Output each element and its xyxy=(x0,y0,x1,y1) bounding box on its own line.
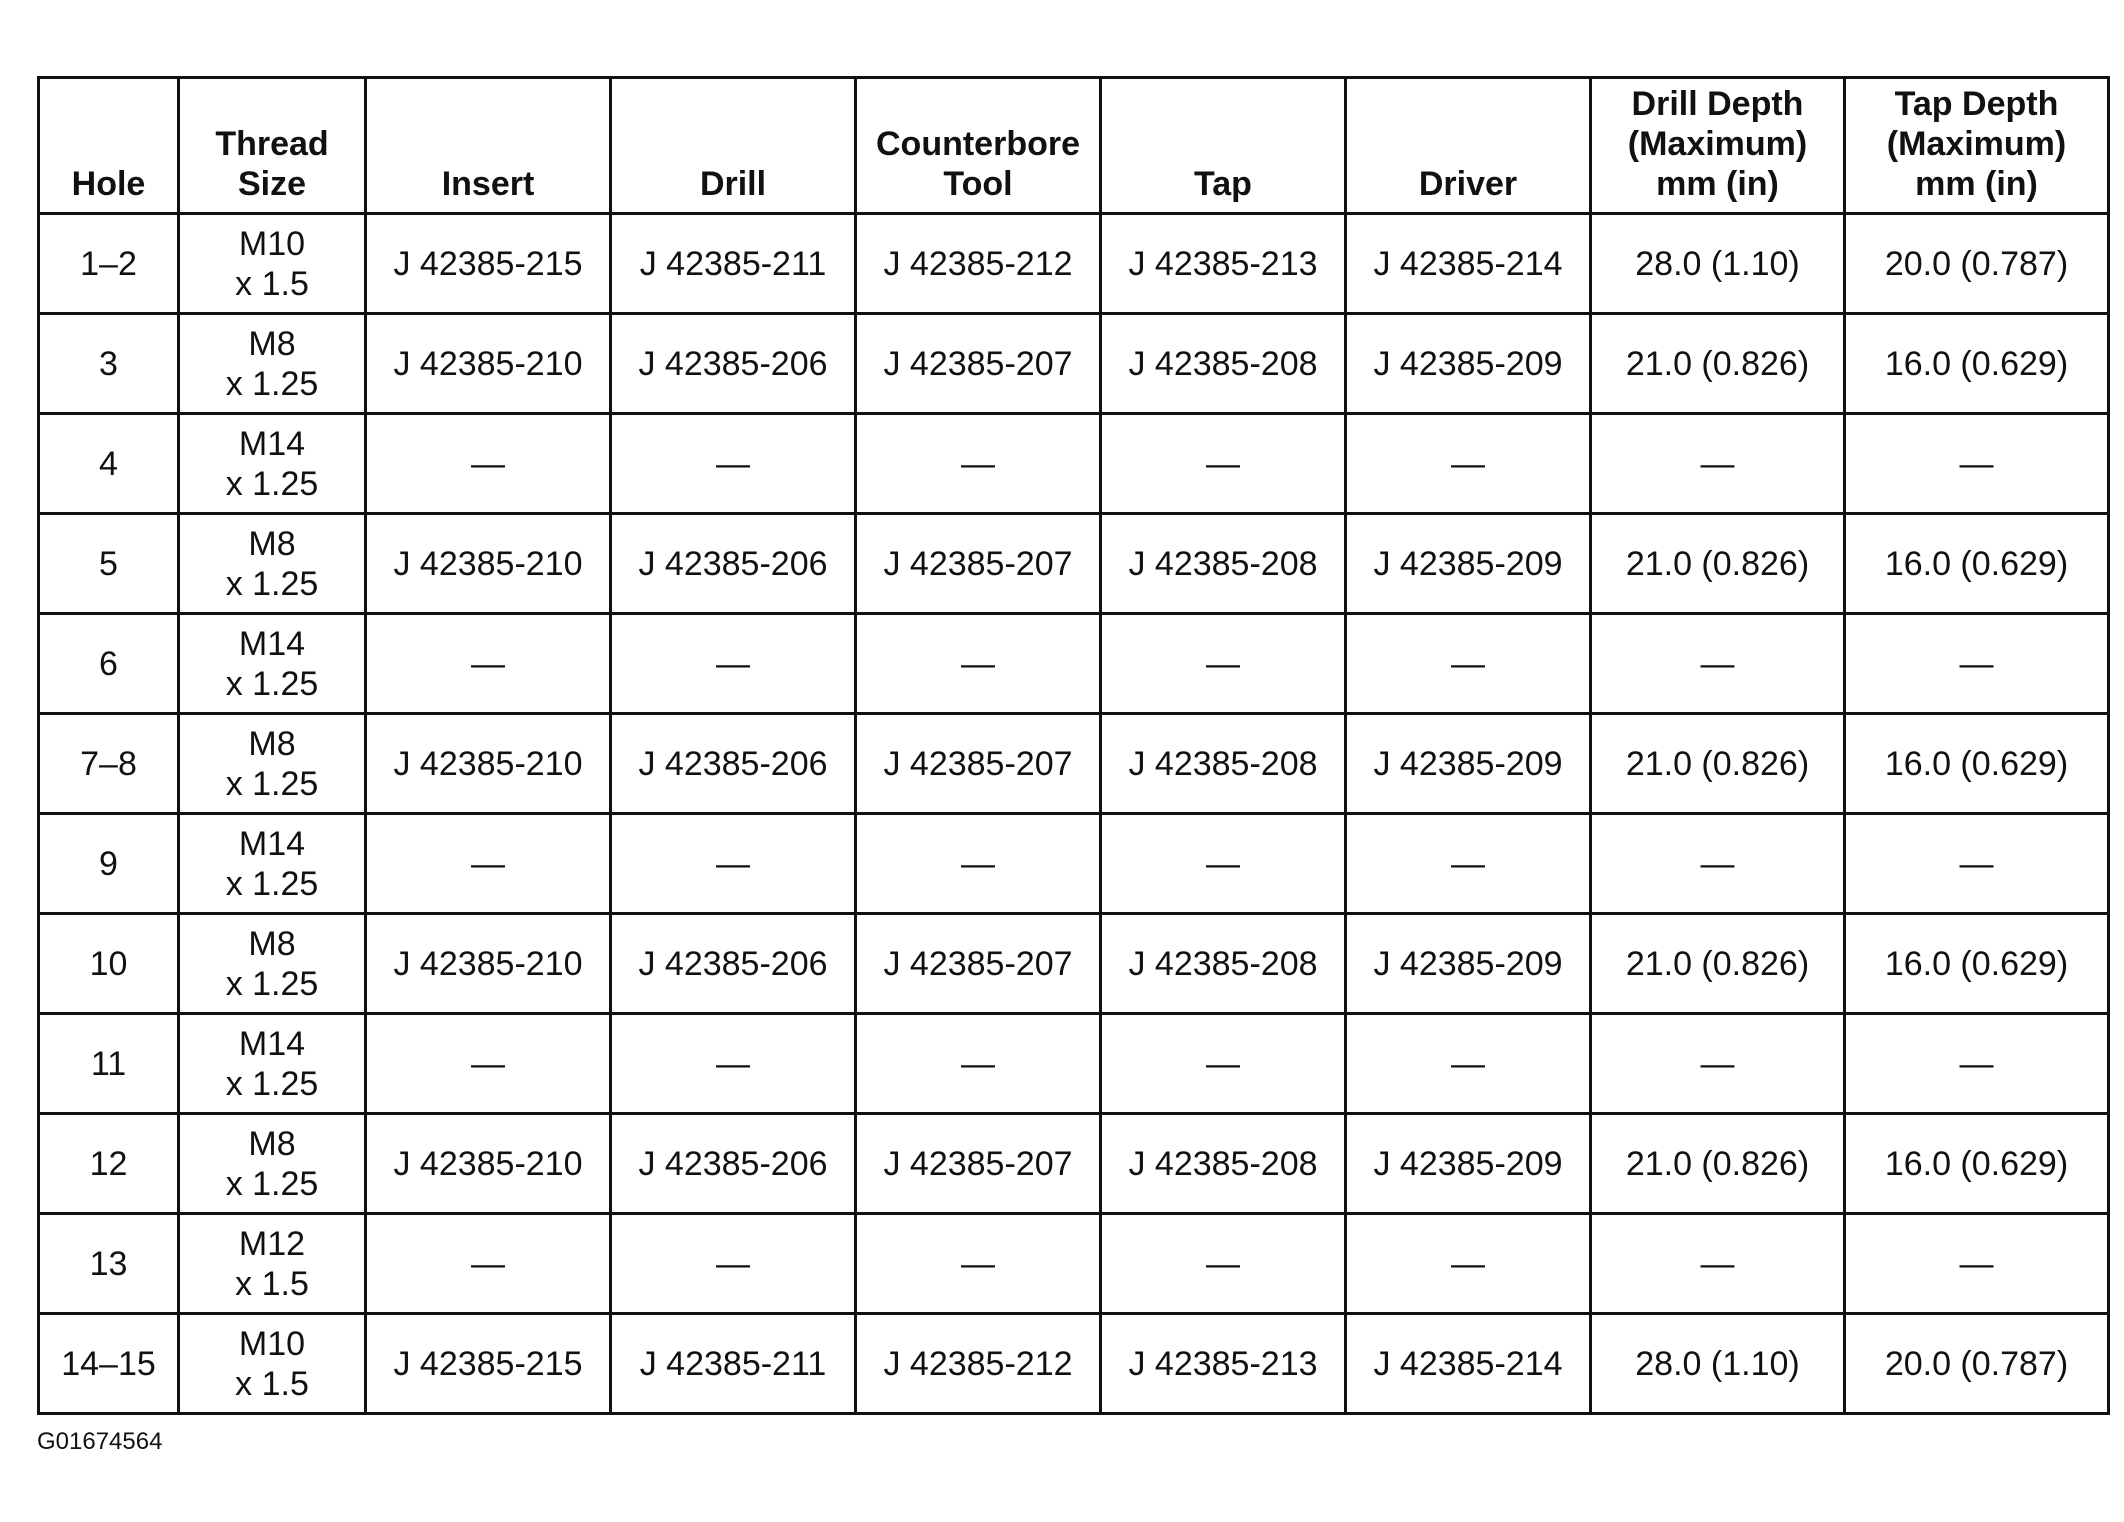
cell-drill-depth: 28.0 (1.10) xyxy=(1591,1314,1845,1414)
column-header-insert xyxy=(366,78,611,214)
cell-tap-depth: — xyxy=(1845,414,2109,514)
cell-insert: J 42385-210 xyxy=(366,1114,611,1214)
column-header-line: mm (in) xyxy=(1915,165,2038,203)
thread-size-line: M10 xyxy=(238,1324,306,1363)
cell-tap: J 42385-208 xyxy=(1101,514,1346,614)
cell-hole: 5 xyxy=(39,514,179,614)
cell-drill: J 42385-211 xyxy=(611,1314,856,1414)
table-row xyxy=(39,814,2109,914)
cell-counterbore: J 42385-207 xyxy=(856,714,1101,814)
thread-size-line: x 1.25 xyxy=(225,1164,319,1203)
cell-thread-size xyxy=(179,1114,366,1214)
cell-insert: J 42385-210 xyxy=(366,914,611,1014)
column-header-line: (Maximum) xyxy=(1627,125,1808,163)
cell-drill-depth: 21.0 (0.826) xyxy=(1591,914,1845,1014)
cell-tap-depth: 16.0 (0.629) xyxy=(1845,1114,2109,1214)
column-header-counterbore-tool xyxy=(856,78,1101,214)
thread-size-line: M14 xyxy=(238,824,306,863)
column-header-drill xyxy=(611,78,856,214)
column-header-tap-depth xyxy=(1845,78,2109,214)
column-header-drill-depth xyxy=(1591,78,1845,214)
cell-counterbore: — xyxy=(856,1014,1101,1114)
cell-thread-size xyxy=(179,714,366,814)
cell-drill-depth: — xyxy=(1591,414,1845,514)
cell-thread-size xyxy=(179,914,366,1014)
cell-drill-depth: — xyxy=(1591,814,1845,914)
column-header-line: Driver xyxy=(1418,165,1518,203)
table-row xyxy=(39,1014,2109,1114)
column-header-line: Tap Depth xyxy=(1894,85,2059,123)
table-header-row xyxy=(39,78,2109,214)
cell-drill: — xyxy=(611,1214,856,1314)
column-header-tap xyxy=(1101,78,1346,214)
cell-thread-size xyxy=(179,814,366,914)
column-header-line: Tool xyxy=(943,165,1013,203)
cell-driver: J 42385-209 xyxy=(1346,514,1591,614)
cell-tap: — xyxy=(1101,614,1346,714)
cell-hole: 13 xyxy=(39,1214,179,1314)
cell-thread-size xyxy=(179,1014,366,1114)
cell-hole: 4 xyxy=(39,414,179,514)
cell-tap: J 42385-213 xyxy=(1101,214,1346,314)
cell-driver: J 42385-214 xyxy=(1346,1314,1591,1414)
table-row xyxy=(39,614,2109,714)
cell-thread-size xyxy=(179,1214,366,1314)
cell-tap-depth: 20.0 (0.787) xyxy=(1845,214,2109,314)
cell-drill: J 42385-211 xyxy=(611,214,856,314)
column-header-line: Thread xyxy=(215,125,329,163)
table-row xyxy=(39,214,2109,314)
table-row xyxy=(39,1114,2109,1214)
cell-tap: — xyxy=(1101,814,1346,914)
cell-tap: J 42385-208 xyxy=(1101,314,1346,414)
cell-hole: 11 xyxy=(39,1014,179,1114)
column-header-line: Tap xyxy=(1194,165,1252,203)
column-header-line: mm (in) xyxy=(1656,165,1779,203)
cell-drill-depth: 21.0 (0.826) xyxy=(1591,714,1845,814)
cell-tap-depth: 16.0 (0.629) xyxy=(1845,314,2109,414)
cell-hole: 12 xyxy=(39,1114,179,1214)
cell-counterbore: J 42385-207 xyxy=(856,314,1101,414)
cell-thread-size xyxy=(179,314,366,414)
cell-tap: J 42385-213 xyxy=(1101,1314,1346,1414)
cell-counterbore: — xyxy=(856,814,1101,914)
column-header-thread-size xyxy=(179,78,366,214)
thread-size-line: M8 xyxy=(248,324,296,363)
column-header-line: Insert xyxy=(441,165,535,203)
cell-insert: — xyxy=(366,1214,611,1314)
cell-hole: 1–2 xyxy=(39,214,179,314)
cell-tap: — xyxy=(1101,414,1346,514)
cell-insert: — xyxy=(366,1014,611,1114)
table-row xyxy=(39,1314,2109,1414)
cell-drill-depth: — xyxy=(1591,1214,1845,1314)
cell-driver: J 42385-209 xyxy=(1346,1114,1591,1214)
cell-driver: J 42385-209 xyxy=(1346,714,1591,814)
cell-insert: J 42385-215 xyxy=(366,1314,611,1414)
cell-drill: — xyxy=(611,1014,856,1114)
cell-tap: — xyxy=(1101,1014,1346,1114)
cell-thread-size xyxy=(179,514,366,614)
cell-tap-depth: — xyxy=(1845,814,2109,914)
thread-size-line: M8 xyxy=(248,524,296,563)
cell-thread-size xyxy=(179,614,366,714)
thread-size-line: x 1.5 xyxy=(235,1364,309,1403)
cell-drill-depth: — xyxy=(1591,1014,1845,1114)
cell-driver: — xyxy=(1346,414,1591,514)
thread-size-line: x 1.25 xyxy=(225,464,319,503)
column-header-line: Drill Depth xyxy=(1631,85,1804,123)
cell-drill: J 42385-206 xyxy=(611,714,856,814)
cell-tap: — xyxy=(1101,1214,1346,1314)
column-header-line: Hole xyxy=(71,165,146,203)
cell-hole: 14–15 xyxy=(39,1314,179,1414)
cell-drill: J 42385-206 xyxy=(611,1114,856,1214)
cell-tap-depth: 20.0 (0.787) xyxy=(1845,1314,2109,1414)
cell-drill: — xyxy=(611,414,856,514)
cell-tap-depth: — xyxy=(1845,614,2109,714)
cell-insert: — xyxy=(366,814,611,914)
cell-driver: J 42385-214 xyxy=(1346,214,1591,314)
cell-drill: J 42385-206 xyxy=(611,514,856,614)
cell-drill-depth: — xyxy=(1591,614,1845,714)
cell-thread-size xyxy=(179,214,366,314)
table-row xyxy=(39,1214,2109,1314)
cell-counterbore: J 42385-212 xyxy=(856,214,1101,314)
cell-driver: — xyxy=(1346,1014,1591,1114)
cell-insert: J 42385-215 xyxy=(366,214,611,314)
cell-hole: 7–8 xyxy=(39,714,179,814)
cell-counterbore: — xyxy=(856,1214,1101,1314)
cell-insert: J 42385-210 xyxy=(366,314,611,414)
cell-insert: — xyxy=(366,614,611,714)
cell-drill: — xyxy=(611,814,856,914)
column-header-hole xyxy=(39,78,179,214)
table-row xyxy=(39,514,2109,614)
thread-size-line: x 1.5 xyxy=(235,1264,309,1303)
cell-counterbore: J 42385-207 xyxy=(856,514,1101,614)
thread-size-line: M14 xyxy=(238,624,306,663)
cell-tap-depth: — xyxy=(1845,1214,2109,1314)
cell-insert: — xyxy=(366,414,611,514)
thread-size-line: x 1.25 xyxy=(225,664,319,703)
cell-driver: — xyxy=(1346,814,1591,914)
thread-size-line: x 1.25 xyxy=(225,964,319,1003)
cell-drill-depth: 21.0 (0.826) xyxy=(1591,314,1845,414)
cell-driver: J 42385-209 xyxy=(1346,314,1591,414)
thread-size-line: M8 xyxy=(248,924,296,963)
thread-size-line: M12 xyxy=(238,1224,306,1263)
cell-drill: — xyxy=(611,614,856,714)
cell-driver: J 42385-209 xyxy=(1346,914,1591,1014)
cell-tap: J 42385-208 xyxy=(1101,914,1346,1014)
column-header-line: Counterbore xyxy=(876,125,1080,163)
cell-drill: J 42385-206 xyxy=(611,914,856,1014)
table-row xyxy=(39,714,2109,814)
thread-size-line: M10 xyxy=(238,224,306,263)
thread-size-line: M8 xyxy=(248,1124,296,1163)
cell-hole: 10 xyxy=(39,914,179,1014)
thread-size-line: x 1.5 xyxy=(235,264,309,303)
cell-counterbore: J 42385-207 xyxy=(856,914,1101,1014)
cell-hole: 9 xyxy=(39,814,179,914)
thread-size-line: M14 xyxy=(238,424,306,463)
cell-thread-size xyxy=(179,414,366,514)
tool-spec-table xyxy=(37,76,2110,1415)
cell-hole: 3 xyxy=(39,314,179,414)
cell-insert: J 42385-210 xyxy=(366,514,611,614)
cell-tap-depth: 16.0 (0.629) xyxy=(1845,914,2109,1014)
cell-thread-size xyxy=(179,1314,366,1414)
column-header-driver xyxy=(1346,78,1591,214)
cell-drill-depth: 28.0 (1.10) xyxy=(1591,214,1845,314)
column-header-line: (Maximum) xyxy=(1886,125,2067,163)
table-row xyxy=(39,414,2109,514)
thread-size-line: x 1.25 xyxy=(225,764,319,803)
cell-drill-depth: 21.0 (0.826) xyxy=(1591,1114,1845,1214)
figure-code: G01674564 xyxy=(37,1428,163,1455)
cell-drill: J 42385-206 xyxy=(611,314,856,414)
cell-counterbore: J 42385-212 xyxy=(856,1314,1101,1414)
thread-size-line: x 1.25 xyxy=(225,1064,319,1103)
cell-tap: J 42385-208 xyxy=(1101,1114,1346,1214)
cell-counterbore: — xyxy=(856,614,1101,714)
column-header-line: Size xyxy=(237,165,307,203)
cell-tap-depth: — xyxy=(1845,1014,2109,1114)
thread-size-line: x 1.25 xyxy=(225,864,319,903)
cell-driver: — xyxy=(1346,614,1591,714)
table-row xyxy=(39,314,2109,414)
cell-counterbore: — xyxy=(856,414,1101,514)
thread-size-line: x 1.25 xyxy=(225,564,319,603)
thread-size-line: M14 xyxy=(238,1024,306,1063)
cell-tap-depth: 16.0 (0.629) xyxy=(1845,514,2109,614)
cell-tap: J 42385-208 xyxy=(1101,714,1346,814)
cell-drill-depth: 21.0 (0.826) xyxy=(1591,514,1845,614)
cell-counterbore: J 42385-207 xyxy=(856,1114,1101,1214)
thread-size-line: x 1.25 xyxy=(225,364,319,403)
column-header-line: Drill xyxy=(699,165,767,203)
cell-hole: 6 xyxy=(39,614,179,714)
cell-insert: J 42385-210 xyxy=(366,714,611,814)
table-body xyxy=(39,214,2109,1414)
cell-driver: — xyxy=(1346,1214,1591,1314)
table-row xyxy=(39,914,2109,1014)
cell-tap-depth: 16.0 (0.629) xyxy=(1845,714,2109,814)
thread-size-line: M8 xyxy=(248,724,296,763)
